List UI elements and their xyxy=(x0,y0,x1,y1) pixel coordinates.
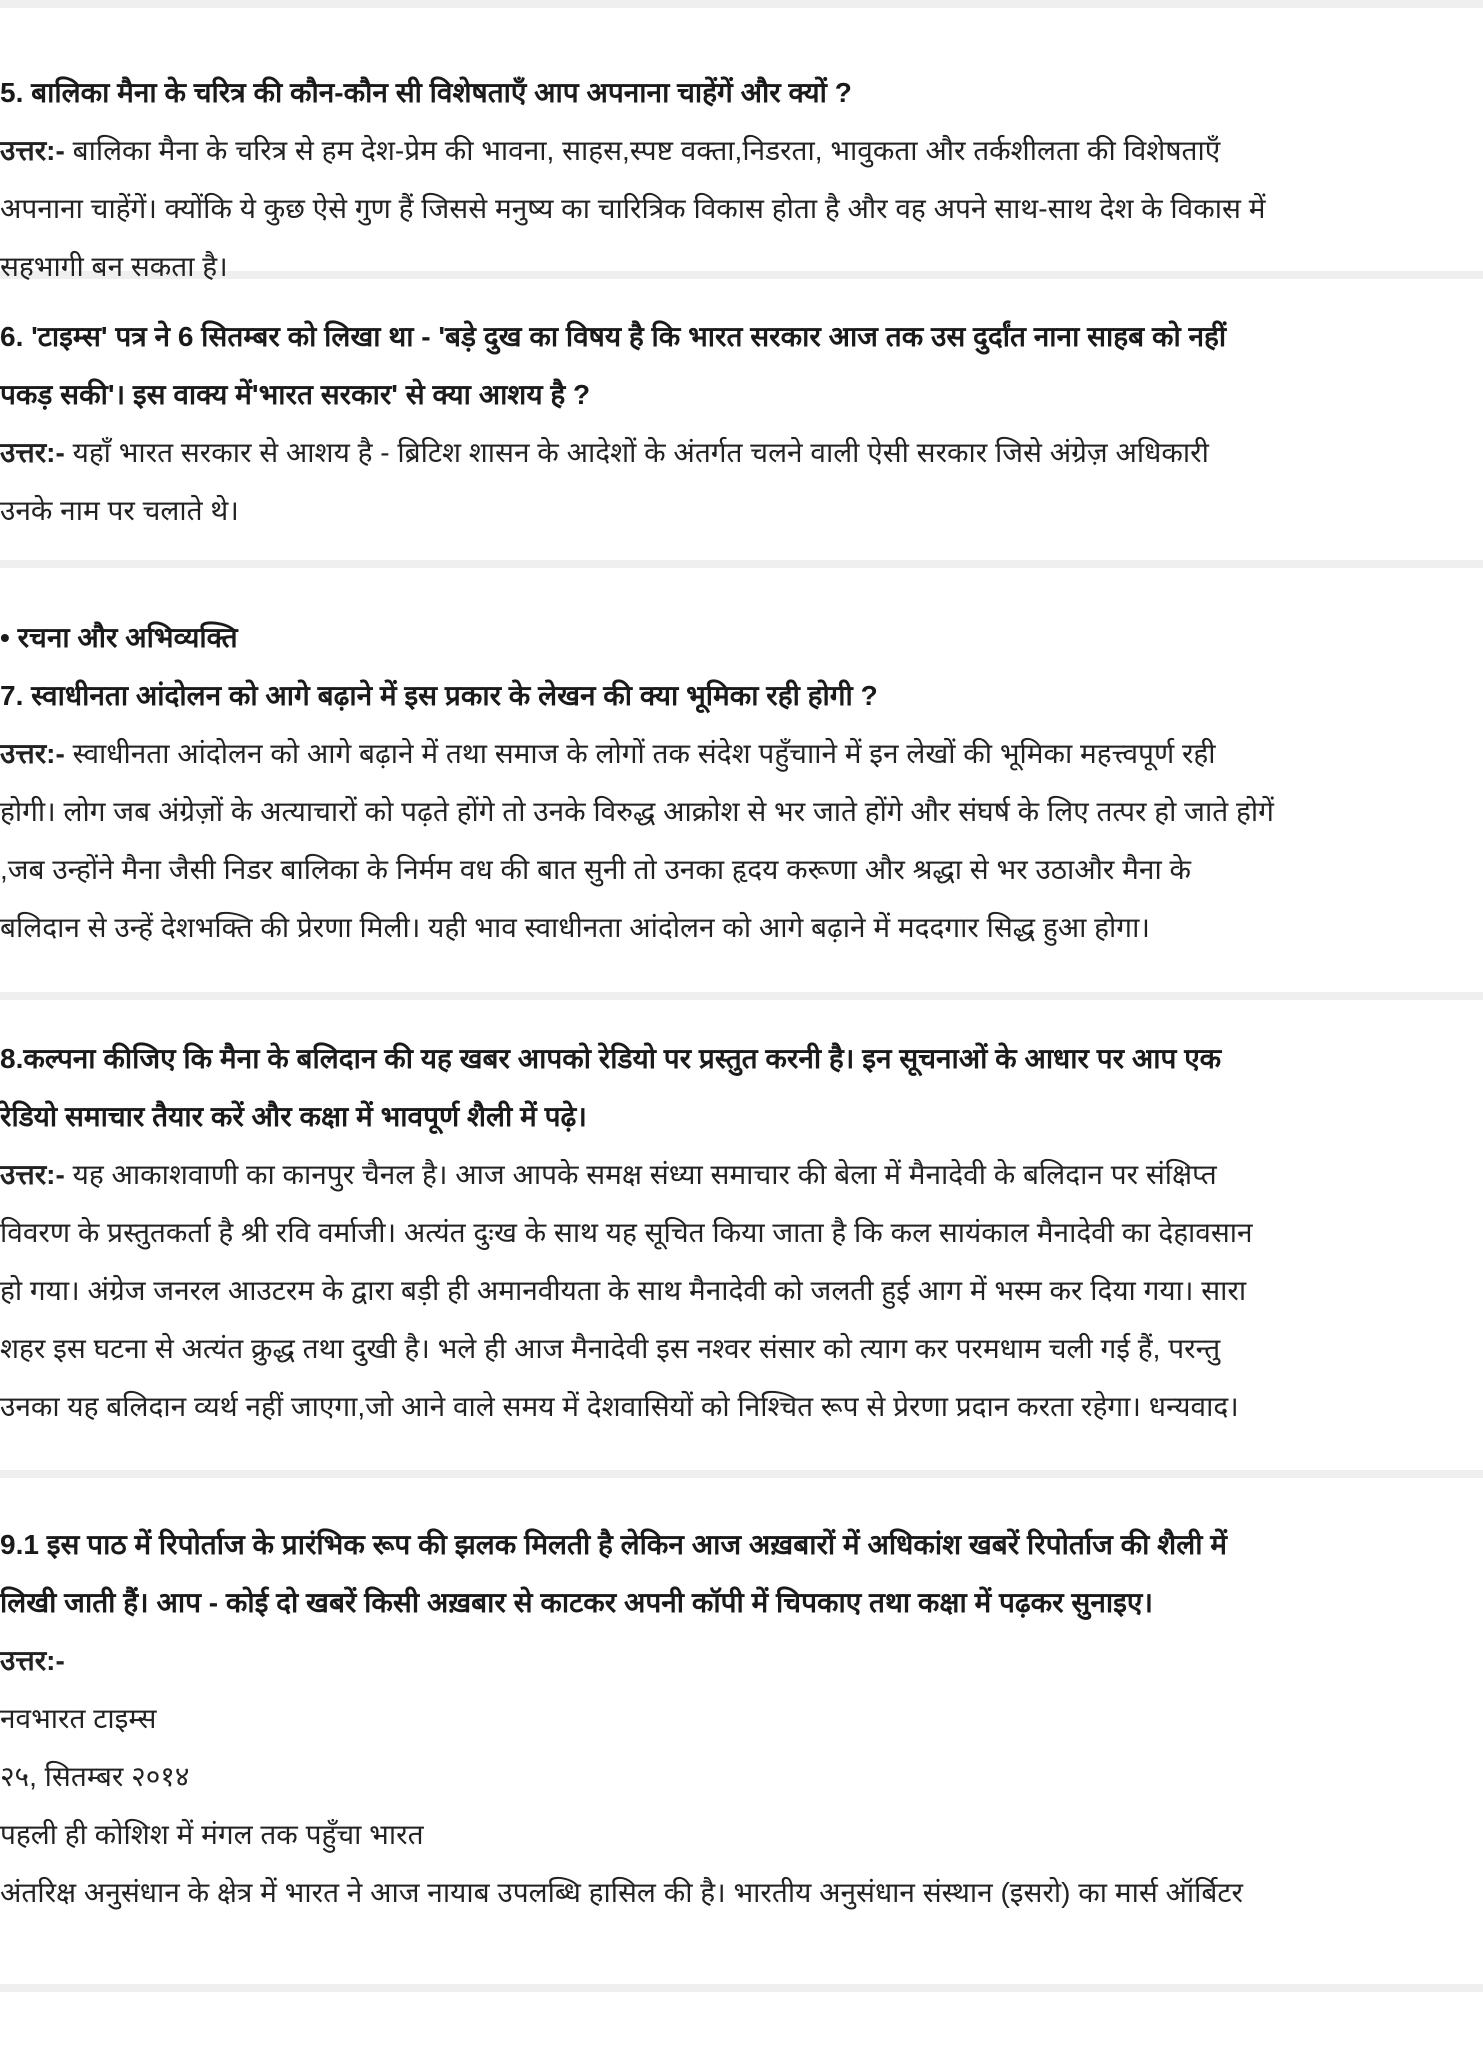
newspaper-name: नवभारत टाइम्स xyxy=(0,1703,157,1734)
question-8-cont: रेडियो समाचार तैयार करें और कक्षा में भावपूर्ण शैली में पढ़े। xyxy=(0,1101,587,1132)
question-6: 6. 'टाइम्स' पत्र ने 6 सितम्बर को लिखा था - 'बड़े दुख का विषय है कि भारत सरकार आज तक उस दुर्दांत नाना साहब को नहीं xyxy=(0,321,1227,352)
qa-section-7 xyxy=(0,568,1483,992)
question-7: 7. स्वाधीनता आंदोलन को आगे बढ़ाने में इस प्रकार के लेखन की क्या भूमिका रही होगी ? xyxy=(0,680,878,711)
divider xyxy=(0,560,1483,568)
divider xyxy=(0,1984,1483,1992)
answer-line xyxy=(0,122,1483,180)
divider xyxy=(0,0,1483,8)
answer-line xyxy=(0,725,1483,783)
answer-line: उनका यह बलिदान व्यर्थ नहीं जाएगा,जो आने वाले समय में देशवासियों को निश्चित रूप से प्रेरणा प्रदान करता रहेगा। धन्यवाद। xyxy=(0,1391,1239,1422)
news-date: २५, सितम्बर २०१४ xyxy=(0,1761,190,1792)
answer-line xyxy=(0,1146,1483,1204)
answer-line: ,जब उन्होंने मैना जैसी निडर बालिका के निर्मम वध की बात सुनी तो उनका हृदय करूणा और श्रद्धा से भर उठाऔर मैना के xyxy=(0,854,1191,885)
answer-text: बालिका मैना के चरित्र से हम देश-प्रेम की भावना, साहस,स्पष्ट वक्ता,निडरता, भावुकता और तर्कशीलता की विशेषताएँ xyxy=(72,135,1221,166)
answer-label: उत्तर:- xyxy=(0,738,65,769)
qa-section-9 xyxy=(0,1478,1483,1984)
question-9: 9.1 इस पाठ में रिपोर्ताज के प्रारंभिक रूप की झलक मिलती है लेकिन आज अख़बारों में अधिकांश खबरें रिपोर्ताज की शैली में xyxy=(0,1529,1227,1560)
answer-line: अपनाना चाहेंगें। क्योंकि ये कुछ ऐसे गुण हैं जिससे मनुष्य का चारित्रिक विकास होता है और वह अपने साथ-साथ देश के विकास में xyxy=(0,193,1266,224)
answer-label: उत्तर:- xyxy=(0,1159,65,1190)
answer-line: विवरण के प्रस्तुतकर्ता है श्री रवि वर्माजी। अत्यंत दुःख के साथ यह सूचित किया जाता है कि कल सायंकाल मैनादेवी का देहावसान xyxy=(0,1217,1253,1248)
answer-line: उनके नाम पर चलाते थे। xyxy=(0,495,239,526)
answer-text: स्वाधीनता आंदोलन को आगे बढ़ाने में तथा समाज के लोगों तक संदेश पहुँचााने में इन लेखों की भूमिका महत्त्वपूर्ण रही xyxy=(72,738,1216,769)
qa-section-5 xyxy=(0,8,1483,282)
qa-section-6 xyxy=(0,279,1483,560)
answer-label: उत्तर:- xyxy=(0,135,65,166)
news-body: अंतरिक्ष अनुसंधान के क्षेत्र में भारत ने आज नायाब उपलब्धि हासिल की है। भारतीय अनुसंधान संस्थान (इसरो) का मार्स ऑर्बिटर xyxy=(0,1877,1243,1908)
question-8: 8.कल्पना कीजिए कि मैना के बलिदान की यह खबर आपको रेडियो पर प्रस्तुत करनी है। इन सूचनाओं के आधार पर आप एक xyxy=(0,1043,1222,1074)
news-headline: पहली ही कोशिश में मंगल तक पहुँचा भारत xyxy=(0,1819,424,1850)
answer-line: शहर इस घटना से अत्यंत क्रुद्ध तथा दुखी है। भले ही आज मैनादेवी इस नश्वर संसार को त्याग कर परमधाम चली गई हैं, परन्तु xyxy=(0,1333,1221,1364)
question-5: 5. बालिका मैना के चरित्र की कौन-कौन सी विशेषताएँ आप अपनाना चाहेंगें और क्यों ? xyxy=(0,77,852,108)
question-6-cont: पकड़ सकी'। इस वाक्य में'भारत सरकार' से क्या आशय है ? xyxy=(0,379,591,410)
divider xyxy=(0,1470,1483,1478)
answer-line: बलिदान से उन्हें देशभक्ति की प्रेरणा मिली। यही भाव स्वाधीनता आंदोलन को आगे बढ़ाने में मददगार सिद्ध हुआ होगा। xyxy=(0,912,1150,943)
subheading: • रचना और अभिव्यक्ति xyxy=(0,622,238,653)
answer-label: उत्तर:- xyxy=(0,1645,65,1676)
answer-text: यह आकाशवाणी का कानपुर चैनल है। आज आपके समक्ष संध्या समाचार की बेला में मैनादेवी के बलिदान पर संक्षिप्त xyxy=(72,1159,1217,1190)
answer-line: हो गया। अंग्रेज जनरल आउटरम के द्वारा बड़ी ही अमानवीयता के साथ मैनादेवी को जलती हुई आग में भस्म कर दिया गया। सारा xyxy=(0,1275,1247,1306)
answer-text: यहाँ भारत सरकार से आशय है - ब्रिटिश शासन के आदेशों के अंतर्गत चलने वाली ऐसी सरकार जिसे अंग्रेज़ अधिकारी xyxy=(72,437,1209,468)
qa-section-8 xyxy=(0,1000,1483,1470)
question-9-cont: लिखी जाती हैं। आप - कोई दो खबरें किसी अख़बार से काटकर अपनी कॉपी में चिपकाए तथा कक्षा में पढ़कर सुनाइए। xyxy=(0,1587,1153,1618)
answer-line xyxy=(0,424,1483,482)
answer-line: होगी। लोग जब अंग्रेज़ों के अत्याचारों को पढ़ते होंगे तो उनके विरुद्ध आक्रोश से भर जाते होंगे और संघर्ष के लिए तत्पर हो जाते होगें xyxy=(0,796,1274,827)
answer-line: सहभागी बन सकता है। xyxy=(0,251,228,282)
divider xyxy=(0,992,1483,1000)
answer-label: उत्तर:- xyxy=(0,437,65,468)
